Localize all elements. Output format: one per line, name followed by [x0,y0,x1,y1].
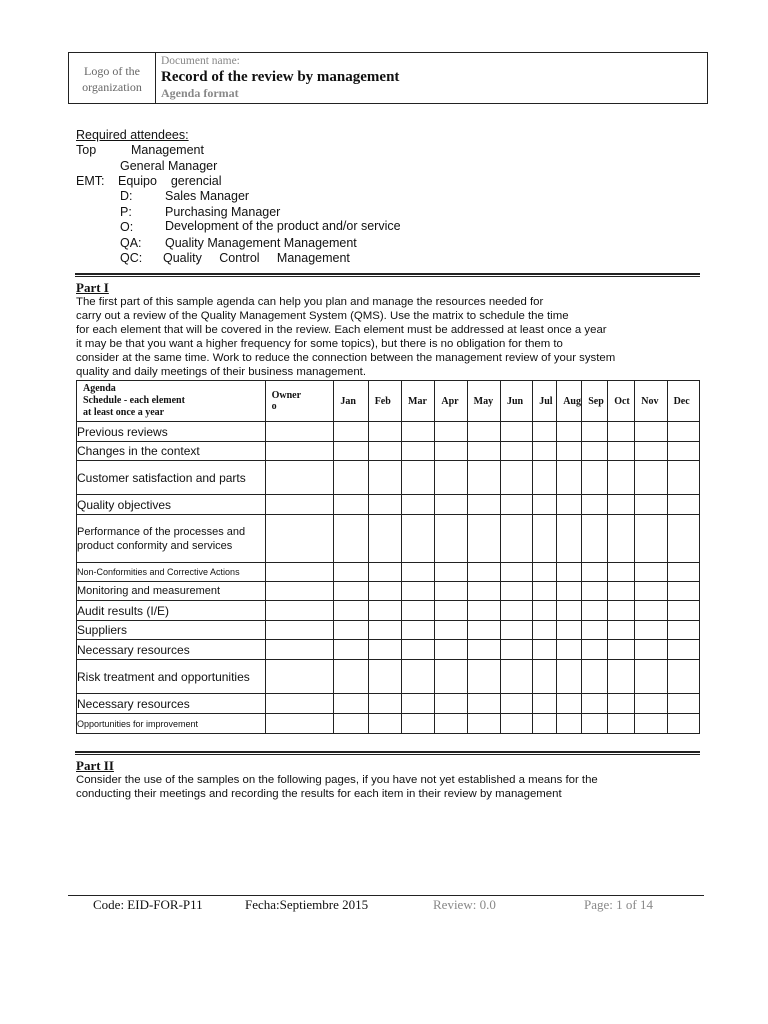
owner-header: Owner o [265,381,334,422]
schedule-cell[interactable] [402,640,435,660]
attendee-text: Quality Management Management [165,236,357,250]
agenda-header: Agenda Schedule - each element at least once a year [77,381,266,422]
schedule-cell[interactable] [635,660,667,694]
attendee-text: Management [131,143,204,157]
schedule-cell[interactable] [334,601,368,621]
schedule-cell[interactable] [467,515,500,563]
schedule-cell[interactable] [635,461,667,495]
schedule-cell[interactable] [500,515,532,563]
schedule-cell[interactable] [467,601,500,621]
schedule-cell[interactable] [334,563,368,582]
schedule-cell[interactable] [334,442,368,461]
schedule-cell[interactable] [368,694,401,714]
schedule-cell[interactable] [500,714,532,734]
schedule-cell[interactable] [557,442,582,461]
schedule-cell[interactable] [368,495,401,515]
schedule-cell[interactable] [557,640,582,660]
table-row [77,515,700,563]
schedule-cell[interactable] [500,601,532,621]
schedule-cell[interactable] [402,694,435,714]
schedule-cell[interactable] [667,660,699,694]
owner-cell[interactable] [265,442,334,461]
attendee-text: Quality Control Management [163,251,350,265]
schedule-cell[interactable] [402,660,435,694]
schedule-cell[interactable] [368,442,401,461]
document-title: Record of the review by management [161,69,400,85]
schedule-cell[interactable] [635,640,667,660]
schedule-cell[interactable] [608,714,635,734]
agenda-item: Opportunities for improvement [77,714,266,734]
table-row [77,714,700,734]
schedule-cell[interactable] [368,640,401,660]
schedule-cell[interactable] [533,442,557,461]
schedule-cell[interactable] [533,660,557,694]
text-line: for each element that will be covered in the review. Each element must be addressed at least once a year [76,324,607,336]
schedule-cell[interactable] [500,694,532,714]
table-row [77,422,700,442]
schedule-cell[interactable] [582,495,608,515]
attendee-label: P: [120,205,132,219]
schedule-cell[interactable] [608,495,635,515]
schedule-cell[interactable] [608,601,635,621]
agenda-item: Necessary resources [77,694,266,714]
schedule-cell[interactable] [368,621,401,640]
schedule-cell[interactable] [533,422,557,442]
schedule-cell[interactable] [500,621,532,640]
schedule-cell[interactable] [635,515,667,563]
schedule-cell[interactable] [557,563,582,582]
schedule-cell[interactable] [402,601,435,621]
schedule-cell[interactable] [667,461,699,495]
table-row [77,563,700,582]
schedule-cell[interactable] [368,601,401,621]
schedule-cell[interactable] [557,582,582,601]
table-row [77,640,700,660]
schedule-cell[interactable] [368,515,401,563]
part-1-heading: Part I [76,280,109,295]
schedule-cell[interactable] [334,621,368,640]
schedule-cell[interactable] [667,621,699,640]
schedule-cell[interactable] [500,461,532,495]
schedule-cell[interactable] [368,422,401,442]
schedule-cell[interactable] [557,694,582,714]
schedule-cell[interactable] [500,422,532,442]
schedule-cell[interactable] [635,422,667,442]
schedule-cell[interactable] [582,660,608,694]
schedule-cell[interactable] [467,714,500,734]
schedule-cell[interactable] [435,495,467,515]
schedule-cell[interactable] [557,621,582,640]
table-row [77,601,700,621]
schedule-cell[interactable] [334,582,368,601]
attendee-text: Purchasing Manager [165,205,281,219]
month-header: Mar [402,381,435,422]
schedule-cell[interactable] [334,422,368,442]
attendee-text: Development of the product and/or service [165,219,401,233]
part-1-text [76,295,716,379]
schedule-cell[interactable] [467,495,500,515]
schedule-cell[interactable] [467,461,500,495]
text-line: consider at the same time. Work to reduce the connection between the management review of your system [76,352,616,364]
attendee-label: QA: [120,236,142,250]
schedule-cell[interactable] [402,714,435,734]
schedule-cell[interactable] [582,621,608,640]
schedule-cell[interactable] [608,660,635,694]
schedule-cell[interactable] [368,461,401,495]
schedule-cell[interactable] [608,563,635,582]
text-line: carry out a review of the Quality Management System (QMS). Use the matrix to schedule the time [76,310,569,322]
schedule-cell[interactable] [608,582,635,601]
schedule-cell[interactable] [368,563,401,582]
schedule-cell[interactable] [500,442,532,461]
schedule-cell[interactable] [402,442,435,461]
month-header: Jan [334,381,368,422]
schedule-cell[interactable] [500,563,532,582]
schedule-cell[interactable] [467,582,500,601]
month-header: Nov [635,381,667,422]
schedule-cell[interactable] [582,515,608,563]
month-header: May [467,381,500,422]
schedule-cell[interactable] [368,582,401,601]
owner-cell[interactable] [265,582,334,601]
schedule-cell[interactable] [533,582,557,601]
schedule-cell[interactable] [557,714,582,734]
schedule-cell[interactable] [582,461,608,495]
schedule-cell[interactable] [500,495,532,515]
schedule-cell[interactable] [557,660,582,694]
owner-cell[interactable] [265,515,334,563]
schedule-cell[interactable] [500,660,532,694]
schedule-cell[interactable] [402,621,435,640]
part-2-text [76,773,716,801]
schedule-cell[interactable] [557,601,582,621]
footer-review: Review: 0.0 [433,897,496,912]
schedule-cell[interactable] [334,461,368,495]
agenda-item: Risk treatment and opportunities [77,660,266,694]
schedule-cell[interactable] [635,714,667,734]
owner-cell[interactable] [265,461,334,495]
schedule-cell[interactable] [667,515,699,563]
schedule-cell[interactable] [435,461,467,495]
table-row [77,582,700,601]
schedule-cell[interactable] [557,515,582,563]
schedule-cell[interactable] [435,714,467,734]
text-line: The first part of this sample agenda can help you plan and manage the resources needed for [76,296,544,308]
schedule-cell[interactable] [402,422,435,442]
schedule-cell[interactable] [467,621,500,640]
schedule-cell[interactable] [557,461,582,495]
agenda-item: Non-Conformities and Corrective Actions [77,563,266,582]
schedule-cell[interactable] [435,601,467,621]
schedule-cell[interactable] [667,714,699,734]
schedule-cell[interactable] [368,660,401,694]
document-header [68,52,708,104]
schedule-cell[interactable] [435,640,467,660]
owner-cell[interactable] [265,422,334,442]
schedule-cell[interactable] [533,640,557,660]
month-header: Sep [582,381,608,422]
section-divider [75,273,700,277]
agenda-item: Audit results (I/E) [77,601,266,621]
schedule-cell[interactable] [608,422,635,442]
attendee-text: Equipo gerencial [118,174,222,188]
schedule-cell[interactable] [582,422,608,442]
schedule-cell[interactable] [402,563,435,582]
schedule-cell[interactable] [635,442,667,461]
month-header: Dec [667,381,699,422]
schedule-cell[interactable] [582,442,608,461]
schedule-cell[interactable] [667,442,699,461]
text-line: quality and daily meetings of their business management. [76,366,366,378]
agenda-item: Monitoring and measurement [77,582,266,601]
schedule-cell[interactable] [334,495,368,515]
schedule-cell[interactable] [334,714,368,734]
table-row [77,694,700,714]
schedule-cell[interactable] [402,495,435,515]
document-subtitle: Agenda format [161,86,239,100]
schedule-cell[interactable] [533,461,557,495]
attendee-label: Top [76,143,97,157]
schedule-cell[interactable] [533,563,557,582]
part-2-heading: Part II [76,758,114,773]
attendee-text: Sales Manager [165,189,250,203]
agenda-item: Changes in the context [77,442,266,461]
schedule-cell[interactable] [334,515,368,563]
schedule-cell[interactable] [582,694,608,714]
month-header: Jun [500,381,532,422]
schedule-cell[interactable] [582,563,608,582]
footer-divider [68,895,704,896]
attendee-label: O: [120,220,134,234]
schedule-cell[interactable] [608,442,635,461]
schedule-cell[interactable] [467,640,500,660]
footer-page: Page: 1 of 14 [584,897,653,912]
schedule-cell[interactable] [667,495,699,515]
schedule-cell[interactable] [334,694,368,714]
attendee-label: QC: [120,251,143,265]
schedule-cell[interactable] [667,422,699,442]
schedule-cell[interactable] [608,621,635,640]
schedule-cell[interactable] [635,563,667,582]
agenda-item: Necessary resources [77,640,266,660]
schedule-cell[interactable] [435,582,467,601]
agenda-item: Suppliers [77,621,266,640]
schedule-cell[interactable] [500,640,532,660]
schedule-cell[interactable] [667,563,699,582]
schedule-cell[interactable] [402,582,435,601]
schedule-cell[interactable] [557,422,582,442]
schedule-cell[interactable] [467,563,500,582]
footer-date: Fecha:Septiembre 2015 [245,897,369,912]
owner-cell[interactable] [265,694,334,714]
attendee-text: General Manager [120,159,218,173]
schedule-cell[interactable] [557,495,582,515]
schedule-cell[interactable] [334,640,368,660]
schedule-cell[interactable] [582,601,608,621]
attendees-heading: Required attendees: [76,128,189,142]
agenda-item: Performance of the processes and product conformity and services [77,515,266,563]
schedule-cell[interactable] [635,621,667,640]
month-header: Apr [435,381,467,422]
owner-cell[interactable] [265,714,334,734]
agenda-item: Customer satisfaction and parts [77,461,266,495]
owner-cell[interactable] [265,495,334,515]
month-header: Jul [533,381,557,422]
schedule-cell[interactable] [533,694,557,714]
schedule-cell[interactable] [667,582,699,601]
schedule-cell[interactable] [608,515,635,563]
schedule-cell[interactable] [467,442,500,461]
month-header: Feb [368,381,401,422]
agenda-item: Quality objectives [77,495,266,515]
schedule-cell[interactable] [667,640,699,660]
owner-cell[interactable] [265,563,334,582]
footer-code: Code: EID-FOR-P11 [93,897,203,912]
attendee-label: EMT: [76,174,105,188]
schedule-cell[interactable] [635,601,667,621]
text-line: conducting their meetings and recording the results for each item in their review by management [76,788,562,800]
owner-cell[interactable] [265,640,334,660]
table-row [77,442,700,461]
schedule-cell[interactable] [467,422,500,442]
schedule-cell[interactable] [500,582,532,601]
schedule-cell[interactable] [435,563,467,582]
schedule-cell[interactable] [582,582,608,601]
table-header-row [77,381,700,422]
schedule-cell[interactable] [608,461,635,495]
month-header: Oct [608,381,635,422]
schedule-cell[interactable] [435,621,467,640]
owner-cell[interactable] [265,601,334,621]
table-row [77,660,700,694]
schedule-cell[interactable] [608,694,635,714]
schedule-cell[interactable] [667,694,699,714]
schedule-cell[interactable] [467,660,500,694]
header-info [156,53,707,103]
schedule-cell[interactable] [582,640,608,660]
schedule-cell[interactable] [334,660,368,694]
schedule-cell[interactable] [533,621,557,640]
schedule-cell[interactable] [533,714,557,734]
owner-cell[interactable] [265,621,334,640]
schedule-cell[interactable] [635,495,667,515]
schedule-cell[interactable] [533,515,557,563]
schedule-cell[interactable] [435,422,467,442]
schedule-cell[interactable] [368,714,401,734]
schedule-cell[interactable] [533,495,557,515]
schedule-cell[interactable] [402,461,435,495]
table-row [77,621,700,640]
schedule-cell[interactable] [608,640,635,660]
schedule-cell[interactable] [435,442,467,461]
month-header: Aug [557,381,582,422]
schedule-cell[interactable] [582,714,608,734]
text-line: it may be that you want a higher frequency for some topics), but there is no obligation for them to [76,338,563,350]
schedule-cell[interactable] [635,582,667,601]
schedule-cell[interactable] [435,694,467,714]
schedule-cell[interactable] [435,515,467,563]
logo-placeholder: Logo of the organization [69,53,156,103]
schedule-cell[interactable] [435,660,467,694]
schedule-table [76,380,700,734]
doc-name-label: Document name: [161,55,240,67]
schedule-cell[interactable] [402,515,435,563]
text-line: Consider the use of the samples on the following pages, if you have not yet established a means for the [76,774,598,786]
attendee-label: D: [120,189,133,203]
schedule-cell[interactable] [667,601,699,621]
owner-cell[interactable] [265,660,334,694]
schedule-cell[interactable] [467,694,500,714]
section-divider [75,751,700,755]
table-row [77,495,700,515]
agenda-item: Previous reviews [77,422,266,442]
schedule-cell[interactable] [533,601,557,621]
table-row [77,461,700,495]
schedule-cell[interactable] [635,694,667,714]
